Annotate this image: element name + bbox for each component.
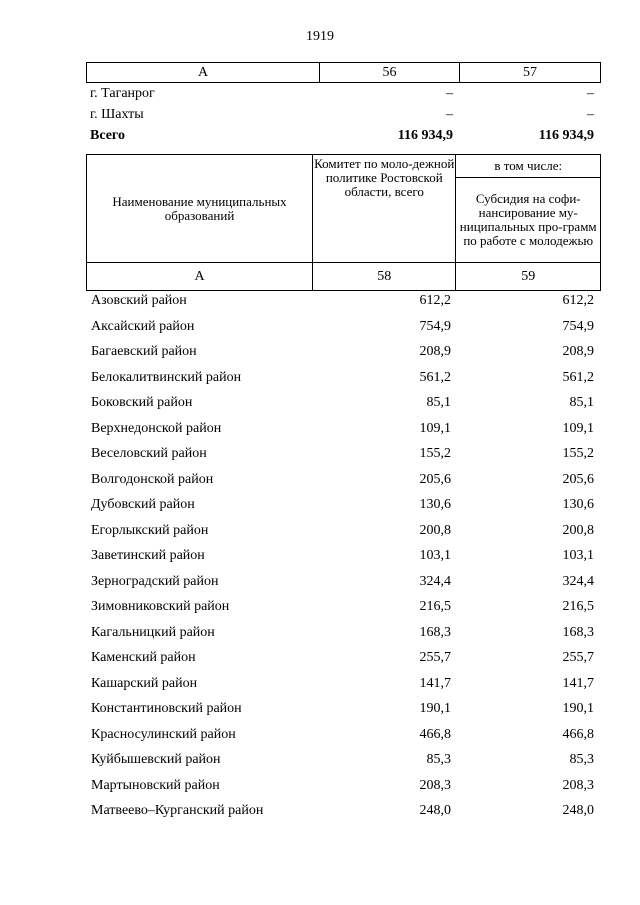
table-row bbox=[86, 697, 601, 723]
table-row bbox=[86, 595, 601, 621]
header-committee-column: Комитет по моло-дежной политике Ростовской области, всего bbox=[313, 155, 456, 263]
row-name: Веселовский район bbox=[91, 446, 207, 461]
table-row bbox=[86, 86, 601, 107]
header-subsidy-column: Субсидия на софи-нансирование му-ниципальных про-грамм по работе с молодежью bbox=[456, 177, 601, 262]
row-value-59: 190,1 bbox=[562, 701, 594, 716]
row-value-59: 324,4 bbox=[562, 573, 594, 589]
row-value-59: 168,3 bbox=[562, 624, 594, 640]
row-value-57: – bbox=[587, 107, 594, 122]
row-name: Верхнедонской район bbox=[91, 420, 222, 436]
row-value-58: 103,1 bbox=[419, 548, 451, 563]
row-name: Азовский район bbox=[91, 293, 187, 308]
row-value-56: – bbox=[446, 107, 453, 122]
row-value-58: 85,3 bbox=[426, 752, 451, 767]
continued-header-row bbox=[86, 62, 601, 83]
table-row bbox=[86, 519, 601, 545]
row-value-58: 205,6 bbox=[419, 471, 451, 487]
row-value-58: 130,6 bbox=[419, 497, 451, 512]
total-value-57: 116 934,9 bbox=[538, 128, 594, 143]
table-row bbox=[86, 366, 601, 392]
row-value-58: 109,1 bbox=[419, 420, 451, 436]
row-value-58: 754,9 bbox=[419, 318, 451, 334]
row-value-59: 754,9 bbox=[562, 318, 594, 334]
row-name: Белокалитвинский район bbox=[91, 369, 242, 385]
row-value-58: 168,3 bbox=[419, 624, 451, 640]
table-header bbox=[86, 154, 601, 291]
row-value-56: – bbox=[446, 86, 453, 101]
header-num-58: 58 bbox=[313, 263, 456, 291]
row-name: Каменский район bbox=[91, 650, 196, 665]
row-value-59: 205,6 bbox=[562, 471, 594, 487]
row-value-59: 216,5 bbox=[562, 599, 594, 614]
row-value-59: 109,1 bbox=[562, 420, 594, 436]
header-num-59: 59 bbox=[456, 263, 601, 291]
row-value-58: 208,9 bbox=[419, 344, 451, 359]
row-value-58: 85,1 bbox=[426, 395, 451, 410]
row-value-58: 612,2 bbox=[419, 293, 451, 308]
row-name: Константиновский район bbox=[91, 701, 242, 716]
row-value-59: 85,1 bbox=[569, 395, 594, 410]
total-row bbox=[86, 128, 601, 149]
row-name: Зерноградский район bbox=[91, 573, 219, 589]
page-number: 1919 bbox=[306, 29, 334, 44]
row-name: Кашарский район bbox=[91, 675, 198, 691]
row-value-59: 155,2 bbox=[562, 446, 594, 461]
row-value-59: 103,1 bbox=[562, 548, 594, 563]
row-value-59: 248,0 bbox=[562, 803, 594, 818]
row-name: Заветинский район bbox=[91, 548, 205, 563]
row-value-58: 141,7 bbox=[419, 675, 451, 691]
table-row bbox=[86, 493, 601, 519]
row-value-59: 85,3 bbox=[569, 752, 594, 767]
row-name: Волгодонской район bbox=[91, 471, 214, 487]
row-value-59: 208,9 bbox=[562, 344, 594, 359]
table-row bbox=[86, 391, 601, 417]
header-col-a: А bbox=[87, 63, 320, 83]
row-name: Мартыновский район bbox=[91, 777, 220, 793]
row-name: Куйбышевский район bbox=[91, 752, 221, 767]
header-col-56: 56 bbox=[320, 63, 460, 83]
row-value-59: 612,2 bbox=[562, 293, 594, 308]
row-value-57: – bbox=[587, 86, 594, 101]
row-name: Багаевский район bbox=[91, 344, 197, 359]
previous-table-tail bbox=[86, 86, 601, 149]
data-rows bbox=[86, 289, 601, 825]
table-row bbox=[86, 570, 601, 596]
row-name: Егорлыкский район bbox=[91, 522, 209, 538]
row-value-58: 466,8 bbox=[419, 726, 451, 742]
row-value-59: 466,8 bbox=[562, 726, 594, 742]
table-row bbox=[86, 315, 601, 341]
header-including: в том числе: bbox=[456, 155, 601, 178]
table-row bbox=[86, 544, 601, 570]
row-value-58: 561,2 bbox=[419, 369, 451, 385]
row-value-58: 255,7 bbox=[419, 650, 451, 665]
row-name: Аксайский район bbox=[91, 318, 195, 334]
row-value-58: 208,3 bbox=[419, 777, 451, 793]
row-value-59: 208,3 bbox=[562, 777, 594, 793]
row-value-58: 324,4 bbox=[419, 573, 451, 589]
table-row bbox=[86, 646, 601, 672]
row-value-59: 130,6 bbox=[562, 497, 594, 512]
row-value-58: 216,5 bbox=[419, 599, 451, 614]
total-label: Всего bbox=[90, 128, 125, 143]
table-row bbox=[86, 748, 601, 774]
row-value-59: 141,7 bbox=[562, 675, 594, 691]
row-name: Боковский район bbox=[91, 395, 193, 410]
table-row bbox=[86, 340, 601, 366]
row-name: г. Шахты bbox=[90, 107, 144, 122]
header-col-57: 57 bbox=[460, 63, 601, 83]
table-row bbox=[86, 774, 601, 800]
table-row bbox=[86, 468, 601, 494]
row-name: Матвеево–Курганский район bbox=[91, 803, 264, 818]
header-name-column: Наименование муниципальных образований bbox=[87, 155, 313, 263]
row-value-58: 155,2 bbox=[419, 446, 451, 461]
row-name: г. Таганрог bbox=[90, 86, 155, 101]
header-num-a: А bbox=[87, 263, 313, 291]
row-name: Зимовниковский район bbox=[91, 599, 230, 614]
row-name: Дубовский район bbox=[91, 497, 195, 512]
row-value-58: 200,8 bbox=[419, 522, 451, 538]
row-name: Кагальницкий район bbox=[91, 624, 215, 640]
table-row bbox=[86, 799, 601, 825]
table-row bbox=[86, 672, 601, 698]
row-value-59: 200,8 bbox=[562, 522, 594, 538]
table-row bbox=[86, 723, 601, 749]
row-value-58: 190,1 bbox=[419, 701, 451, 716]
table-row bbox=[86, 107, 601, 128]
total-value-56: 116 934,9 bbox=[397, 128, 453, 143]
table-row bbox=[86, 621, 601, 647]
row-value-58: 248,0 bbox=[419, 803, 451, 818]
table-row bbox=[86, 417, 601, 443]
table-row bbox=[86, 442, 601, 468]
row-name: Красносулинский район bbox=[91, 726, 236, 742]
row-value-59: 561,2 bbox=[562, 369, 594, 385]
table-row bbox=[86, 289, 601, 315]
row-value-59: 255,7 bbox=[562, 650, 594, 665]
